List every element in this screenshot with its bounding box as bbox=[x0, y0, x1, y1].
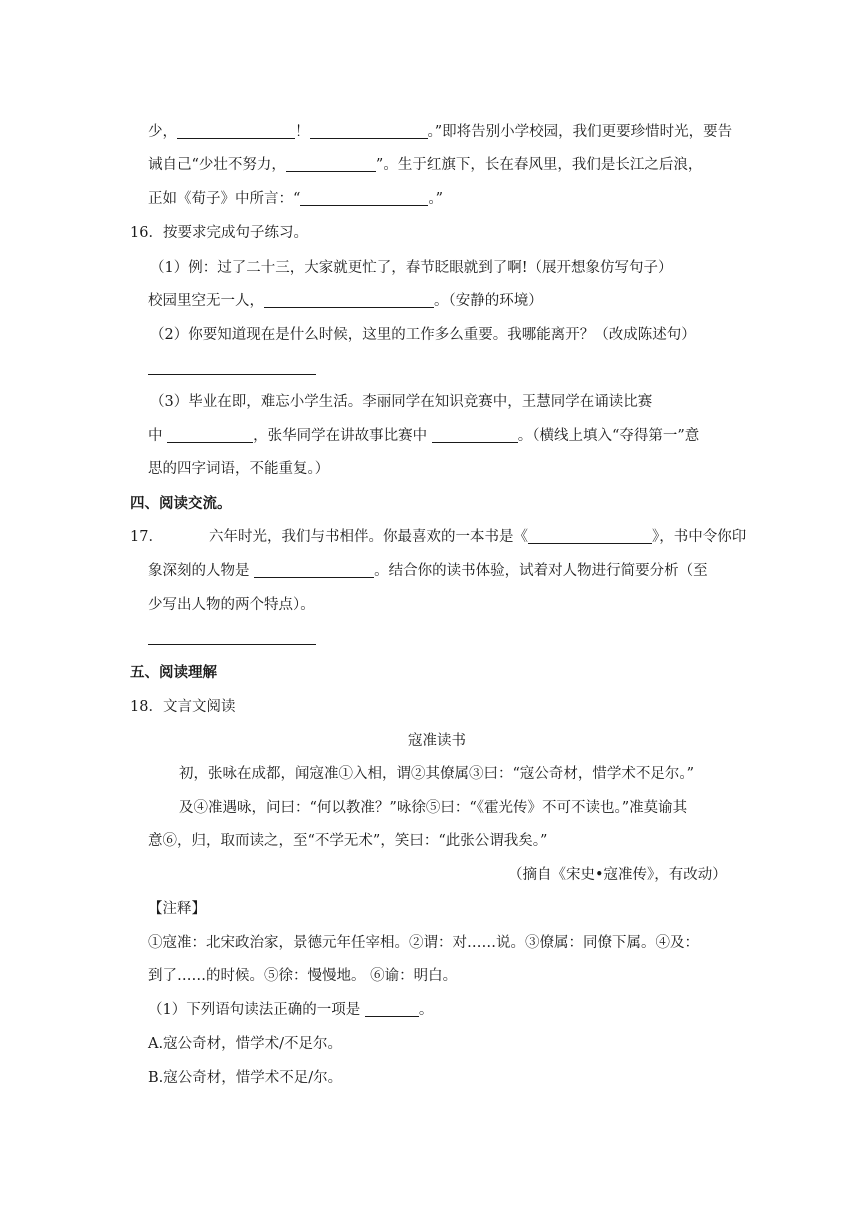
option-b[interactable]: B.寇公奇材，惜学术不足/尔。 bbox=[148, 1070, 343, 1086]
answer-blank[interactable] bbox=[177, 124, 295, 139]
section-4-heading: 四、阅读交流。 bbox=[130, 495, 232, 512]
answer-blank[interactable] bbox=[432, 428, 518, 443]
notes-line-1: ①寇准：北宋政治家，景德元年任宰相。②谓：对……说。③僚属：同僚下属。④及： bbox=[148, 935, 699, 951]
q18-title: 18．文言文阅读 bbox=[130, 699, 236, 715]
q17-line-3: 少写出人物的两个特点）。 bbox=[148, 597, 315, 613]
answer-blank[interactable] bbox=[528, 529, 652, 544]
q15-line-3: 正如《荀子》中所言：“ 。” bbox=[148, 191, 444, 207]
q17-line-1: 17． 六年时光，我们与书相伴。你最喜欢的一本书是《 》，书中令你印 bbox=[130, 529, 747, 545]
q16-part3-line-2: 中 ，张华同学在讲故事比赛中 。（横线上填入“夺得第一”意 bbox=[148, 428, 700, 444]
answer-line[interactable] bbox=[148, 374, 316, 375]
answer-blank[interactable] bbox=[254, 563, 374, 578]
passage-line-1: 初，张咏在成都，闻寇准①入相，谓②其僚属③曰：“寇公奇材，惜学术不足尔。” bbox=[179, 766, 695, 782]
answer-blank[interactable] bbox=[365, 1002, 419, 1017]
notes-line-2: 到了……的时候。⑤徐：慢慢地。 ⑥谕：明白。 bbox=[148, 968, 458, 984]
passage-source: （摘自《宋史•寇准传》，有改动） bbox=[508, 867, 727, 883]
answer-blank[interactable] bbox=[286, 157, 376, 172]
q16-part2: （2）你要知道现在是什么时候，这里的工作多么重要。我哪能离开？（改成陈述句） bbox=[150, 327, 696, 343]
section-5-heading: 五、阅读理解 bbox=[130, 664, 217, 681]
answer-blank[interactable] bbox=[310, 124, 428, 139]
q16-title: 16．按要求完成句子练习。 bbox=[130, 225, 308, 241]
q15-line-1: 少， ！ 。”即将告别小学校园，我们更要珍惜时光，要告 bbox=[148, 124, 733, 140]
q16-part3-line-1: （3）毕业在即，难忘小学生活。李丽同学在知识竞赛中，王慧同学在诵读比赛 bbox=[150, 394, 653, 410]
notes-heading: 【注释】 bbox=[148, 901, 206, 917]
q15-line-2: 诫自己“少壮不努力， ”。生于红旗下，长在春风里，我们是长江之后浪， bbox=[148, 157, 703, 173]
q17-line-2: 象深刻的人物是 。结合你的读书体验，试着对人物进行简要分析（至 bbox=[148, 563, 708, 579]
answer-blank[interactable] bbox=[264, 293, 434, 308]
q16-part1-answer: 校园里空无一人， 。（安静的环境） bbox=[148, 293, 543, 309]
answer-blank[interactable] bbox=[167, 428, 253, 443]
q16-part3-line-3: 思的四字词语，不能重复。） bbox=[148, 461, 330, 477]
q16-part1: （1）例：过了二十三，大家就更忙了，春节眨眼就到了啊!（展开想象仿写句子） bbox=[150, 260, 673, 276]
option-a[interactable]: A.寇公奇材，惜学术/不足尔。 bbox=[148, 1036, 342, 1052]
passage-line-3: 意⑥，归，取而读之，至“不学无术”，笑曰：“此张公谓我矣。” bbox=[148, 833, 548, 849]
answer-line[interactable] bbox=[148, 644, 316, 645]
passage-line-2: 及④准遇咏，问曰：“何以教准？”咏徐⑤曰：“《霍光传》不可不读也。”准莫谕其 bbox=[179, 800, 688, 816]
answer-blank[interactable] bbox=[300, 191, 428, 206]
passage-title: 寇准读书 bbox=[408, 733, 466, 749]
sub-question-1: （1）下列语句读法正确的一项是 。 bbox=[148, 1002, 434, 1018]
